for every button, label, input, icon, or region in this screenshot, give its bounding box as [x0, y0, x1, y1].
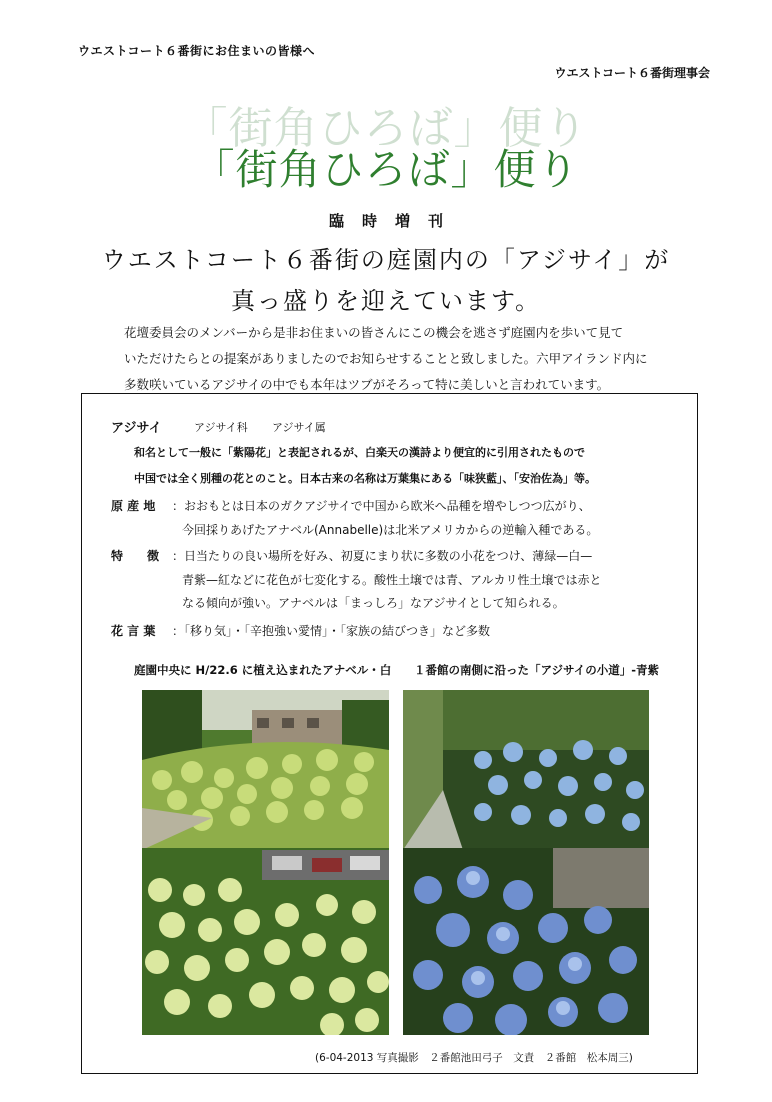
origin-text: 今回採りあげたアナベル(Annabelle)は北米アメリカからの逆輸入種である。 — [182, 523, 599, 537]
newsletter-title: 「街角ひろば」便り — [192, 145, 580, 194]
caption-left: 庭園中央に H/22.6 に植え込まれたアナベル・白 — [134, 663, 392, 677]
feature-text: 青紫—紅などに花色が七変化する。酸性土壌では青、アルカリ性土壌では赤と — [182, 573, 602, 587]
feature-label: 特 徴 — [111, 549, 160, 563]
origin-text: ：おおもとは日本のガクアジサイで中国から欧米へ品種を増やしつつ広がり、 — [172, 499, 591, 513]
feature-text: ：日当たりの良い場所を好み、初夏にまり状に多数の小花をつけ、薄緑—白— — [172, 549, 593, 563]
addressee: ウエストコート６番街にお住まいの皆様へ — [78, 44, 316, 58]
plant-genus: アジサイ属 — [272, 421, 326, 434]
blue-hydrangea-photo — [403, 690, 649, 1035]
feature-text: なる傾向が強い。アナベルは「まっしろ」なアジサイとして知られる。 — [182, 596, 565, 610]
intro-line: 花壇委員会のメンバーから是非お住まいの皆さんにこの機会を逃さず庭園内を歩いて見て — [124, 325, 624, 340]
extra-edition-label: 臨時増刊 — [328, 212, 461, 230]
intro-line: 多数咲いているアジサイの中でも本年はツブがそろって特に美しいと言われています。 — [124, 377, 610, 392]
headline-line-1: ウエストコート６番街の庭園内の「アジサイ」が — [101, 246, 671, 274]
flower-language-text: ：「移り気」・「辛抱強い愛情」・「家族の結びつき」など多数 — [172, 624, 491, 638]
plant-name: アジサイ — [111, 421, 162, 436]
photo-credit: (6-04-2013 写真撮影 ２番館池田弓子 文責 ２番館 松本周三) — [315, 1052, 633, 1064]
hydrangea-info-box — [81, 393, 698, 1074]
name-note: 中国では全く別種の花とのこと。日本古来の名称は万葉集にある「味狭藍」、「安治佐為」等。 — [134, 472, 596, 485]
intro-line: いただけたらとの提案がありましたのでお知らせすることと致しました。六甲アイランド内に — [124, 351, 648, 366]
title-shadow: 「街角ひろば」便り — [183, 103, 589, 154]
annabelle-photo — [142, 690, 389, 1035]
plant-family: アジサイ科 — [194, 421, 248, 434]
sender: ウエストコート６番街理事会 — [554, 66, 710, 80]
headline-line-2: 真っ盛りを迎えています。 — [230, 287, 542, 315]
intro-paragraph — [124, 320, 724, 398]
origin-label: 原 産 地 — [111, 499, 156, 513]
caption-right: １番館の南側に沿った「アジサイの小道」-青紫 — [414, 663, 660, 677]
flower-language-label: 花 言 葉 — [111, 624, 156, 638]
name-note: 和名として一般に「紫陽花」と表記されるが、白楽天の漢詩より便宜的に引用されたもので — [134, 446, 585, 459]
